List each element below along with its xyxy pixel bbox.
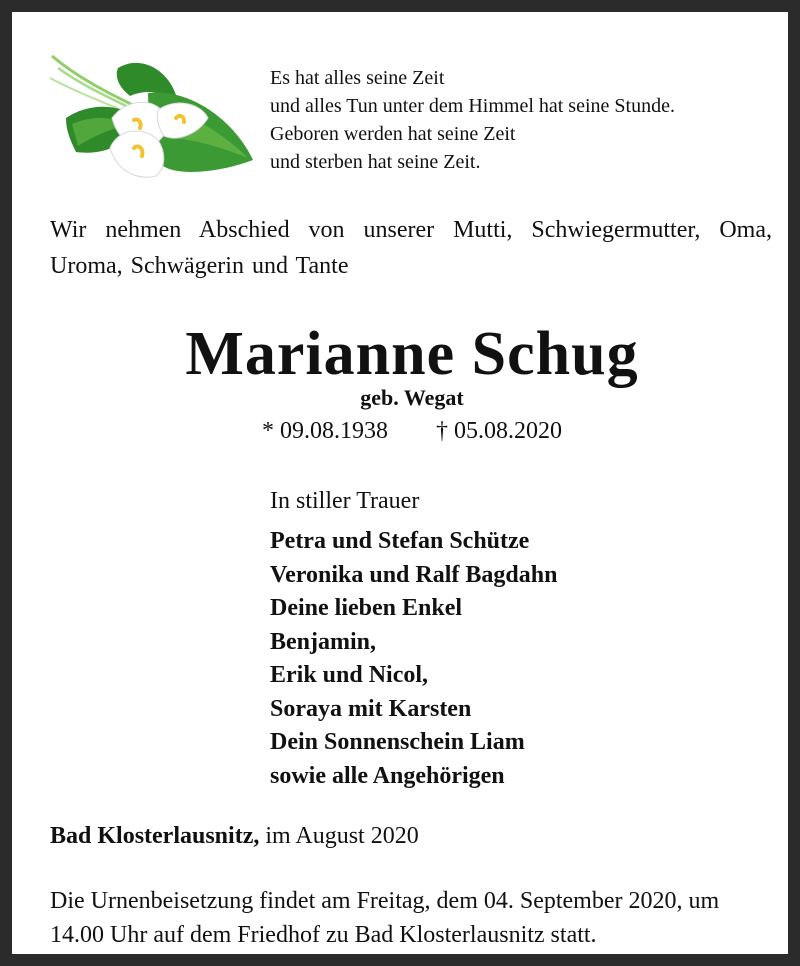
burial-notice: Die Urnenbeisetzung findet am Freitag, dem 04. September 2020, um 14.00 Uhr auf dem Friedhof zu Bad Klosterlausnitz statt. [50,888,720,948]
verse-line: Es hat alles seine Zeit [270,67,445,89]
maiden-name: geb. Wegat [360,385,464,410]
mourners-list [270,525,557,793]
place-and-date [50,820,419,852]
mourner-line: Dein Sonnenschein Liam [270,729,525,755]
birth-date: * 09.08.1938 [262,418,388,444]
mourning-title: In stiller Trauer [270,488,420,514]
verse-line: und alles Tun unter dem Himmel hat seine Stunde. [270,95,675,117]
mourner-line: Petra und Stefan Schütze [270,528,530,554]
verse-line: Geboren werden hat seine Zeit [270,123,516,145]
place-city: Bad Klosterlausnitz, [50,823,260,849]
mourner-line: Benjamin, [270,628,377,655]
mourner-line: Erik und Nicol, [270,662,429,688]
place-date: im August 2020 [265,823,419,849]
mourner-line: Deine lieben Enkel [270,595,463,621]
mourner-line: sowie alle Angehörigen [270,762,505,789]
bible-verse [270,64,675,176]
verse-line: und sterben hat seine Zeit. [270,151,481,173]
mourner-line: Soraya mit Karsten [270,695,472,722]
death-date: † 05.08.2020 [436,418,562,444]
life-dates [12,415,800,447]
calla-lily-icon [48,48,258,188]
farewell-intro: Wir nehmen Abschied von unserer Mutti, Schwiegermutter, Oma, Uroma, Schwägerin und Tante [50,217,772,279]
mourner-line: Veronika und Ralf Bagdahn [270,561,558,588]
deceased-name: Marianne Schug [185,320,639,388]
